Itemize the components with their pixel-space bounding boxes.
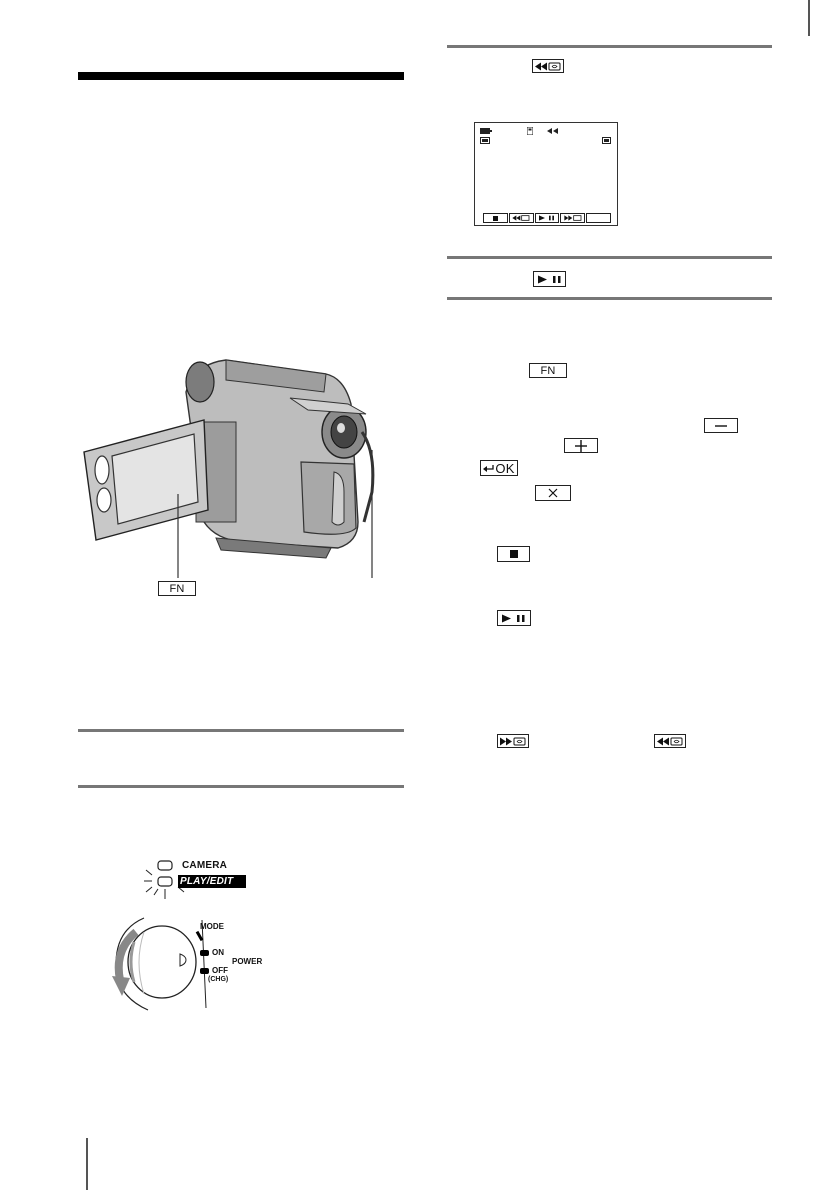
lcd-button-row [483, 213, 611, 223]
play-pause-icon [502, 614, 526, 623]
rewind-icon [547, 128, 558, 134]
fastforward-review-icon [564, 215, 582, 221]
rewind-review-icon [535, 62, 561, 71]
fn-button-callout [158, 581, 196, 596]
plus-button [564, 438, 598, 453]
close-x-icon [548, 488, 558, 498]
fn-button-label: FN [540, 364, 556, 377]
dial-off-marker [200, 968, 209, 974]
page-margin-line [86, 1138, 88, 1190]
camcorder-illustration [76, 352, 386, 582]
lcd-play-pause-button [535, 213, 560, 223]
section-heading-bar [78, 72, 404, 80]
play-pause-icon [539, 215, 555, 221]
stop-icon [510, 550, 518, 558]
play-pause-button [497, 610, 531, 626]
rewind-review-button [654, 734, 686, 748]
camera-lamp-label: CAMERA [182, 860, 228, 871]
rewind-review-icon [657, 737, 683, 746]
step-rule [447, 256, 772, 259]
lcd-rewind-button [509, 213, 534, 223]
dial-on-label: ON [212, 948, 224, 957]
lcd-stop-button [483, 213, 508, 223]
dial-off-label: OFF [212, 966, 228, 975]
dial-chg-label: (CHG) [208, 976, 229, 983]
tape-mode-icon [602, 137, 611, 144]
step-rule [447, 297, 772, 300]
page-edge-tab [808, 0, 810, 36]
battery-icon [480, 128, 492, 134]
dial-power-label: POWER [232, 957, 263, 966]
dial-mode-label: MODE [200, 922, 224, 931]
rewind-review-icon [512, 215, 530, 221]
play-pause-button [533, 271, 566, 287]
step-rule [78, 785, 404, 788]
step-rule [447, 45, 772, 48]
minus-icon [715, 424, 727, 428]
ok-label: OK [495, 460, 515, 476]
lcd-blank-button [586, 213, 611, 223]
memory-icon [480, 137, 490, 144]
lcd-fastforward-button [560, 213, 585, 223]
return-icon [483, 464, 494, 473]
fastforward-review-button [497, 734, 529, 748]
stop-button [497, 546, 530, 562]
stop-icon [493, 216, 498, 221]
fn-button [529, 363, 567, 378]
fastforward-review-icon [500, 737, 526, 746]
step-rule [78, 729, 404, 732]
plus-icon [575, 440, 587, 452]
minus-button [704, 418, 738, 433]
close-button [535, 485, 571, 501]
return-ok-button [480, 460, 518, 476]
rewind-review-button [532, 59, 564, 73]
tape-icon [527, 127, 533, 135]
lcd-screen-panel [474, 122, 618, 226]
play-edit-lamp-label: PLAY/EDIT [180, 876, 234, 887]
play-pause-icon [538, 275, 562, 284]
fn-button-label: FN [169, 582, 185, 595]
rotate-arrow-icon [112, 928, 142, 998]
dial-on-marker [200, 950, 209, 956]
